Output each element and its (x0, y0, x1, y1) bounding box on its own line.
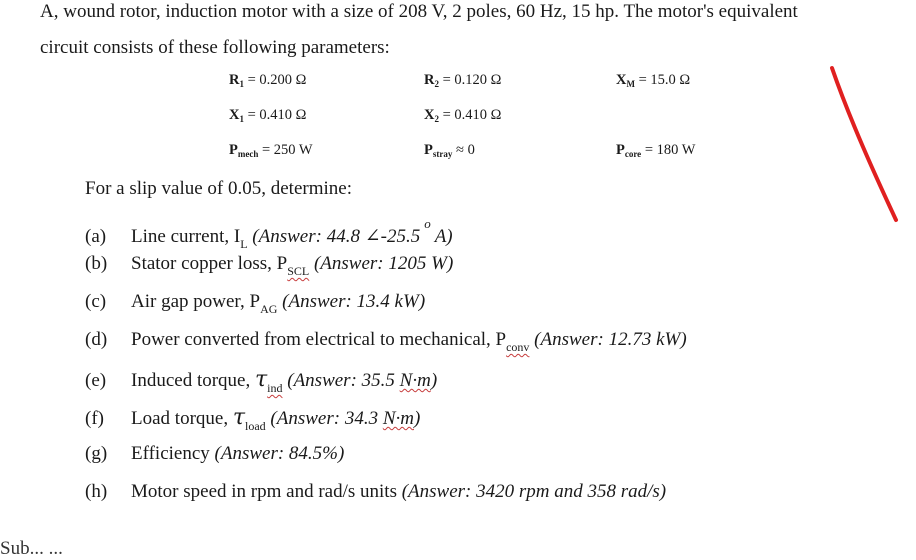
param-pstray: $P_{stray} \approx 0$ (424, 142, 475, 159)
item-c-label: (c) (85, 291, 107, 312)
item-f-text: Load torque, (131, 408, 233, 429)
item-h-text: Motor speed in rpm and rad/s units (131, 481, 402, 502)
param-pmech: $P_{mech} = 250$ W (229, 142, 313, 159)
question-prompt: For a slip value of 0.05, determine: (85, 178, 352, 199)
item-b-answer: (Answer: 1205 W) (313, 253, 454, 274)
item-e-label: (e) (85, 370, 107, 391)
tau-symbol: τ (232, 405, 245, 430)
item-g-text: Efficiency (131, 443, 215, 464)
item-a-label: (a) (85, 226, 107, 247)
item-b-label: (b) (85, 253, 108, 274)
intro-line-1: A, wound rotor, induction motor with a size of 208 V, 2 poles, 60 Hz, 15 hp. The motor's equivalent (40, 1, 798, 22)
item-c (85, 291, 425, 317)
item-g (85, 443, 344, 465)
red-annotation-stroke (820, 60, 910, 235)
item-c-answer: (Answer: 13.4 kW) (282, 291, 426, 312)
item-g-label: (g) (85, 443, 108, 464)
item-d-text: Power converted from electrical to mechanical, P (131, 329, 507, 350)
item-f-sub: load (245, 419, 266, 433)
item-h (85, 481, 666, 503)
param-x1: $X_1 = 0.410$ Ω (229, 107, 307, 124)
angle-icon: ∠ (364, 226, 381, 247)
item-b (85, 253, 453, 279)
param-r2: $R_2 = 0.120$ Ω (424, 72, 502, 89)
item-f-label: (f) (85, 408, 104, 429)
item-e-sub: ind (267, 381, 283, 395)
item-a-answer: (Answer: 44.8 ∠-25.5$^o$A) (252, 216, 453, 247)
item-h-label: (h) (85, 481, 108, 502)
item-b-sub: SCL (287, 264, 310, 278)
cutoff-text: Sub... ... (0, 538, 63, 559)
item-g-answer: (Answer: 84.5%) (214, 443, 345, 464)
item-d (85, 329, 687, 355)
param-r1: $R_1 = 0.200$ Ω (229, 72, 307, 89)
item-d-answer: (Answer: 12.73 kW) (534, 329, 687, 350)
item-c-text: Air gap power, P (131, 291, 261, 312)
param-x2: $X_2 = 0.410$ Ω (424, 107, 502, 124)
item-d-sub: conv (506, 340, 530, 354)
param-pcore: $P_{core} = 180$ W (616, 142, 696, 159)
item-a-text: Line current, I (131, 226, 241, 247)
item-f (85, 405, 420, 434)
intro-line-2: circuit consists of these following parameters: (40, 37, 390, 58)
item-f-answer: (Answer: 34.3 N·m) (270, 408, 421, 429)
item-h-answer: (Answer: 3420 rpm and 358 rad/s) (401, 481, 667, 502)
item-c-sub: AG (260, 302, 278, 316)
item-e-text: Induced torque, (131, 370, 255, 391)
tau-symbol: τ (254, 367, 268, 392)
item-a-sub: L (240, 237, 248, 251)
item-b-text: Stator copper loss, P (131, 253, 288, 274)
item-e-answer: (Answer: 35.5 N·m) (287, 370, 438, 391)
item-d-label: (d) (85, 329, 108, 350)
item-e (85, 367, 437, 396)
param-xm: $X_M = 15.0$ Ω (616, 72, 691, 89)
item-a (85, 216, 453, 252)
